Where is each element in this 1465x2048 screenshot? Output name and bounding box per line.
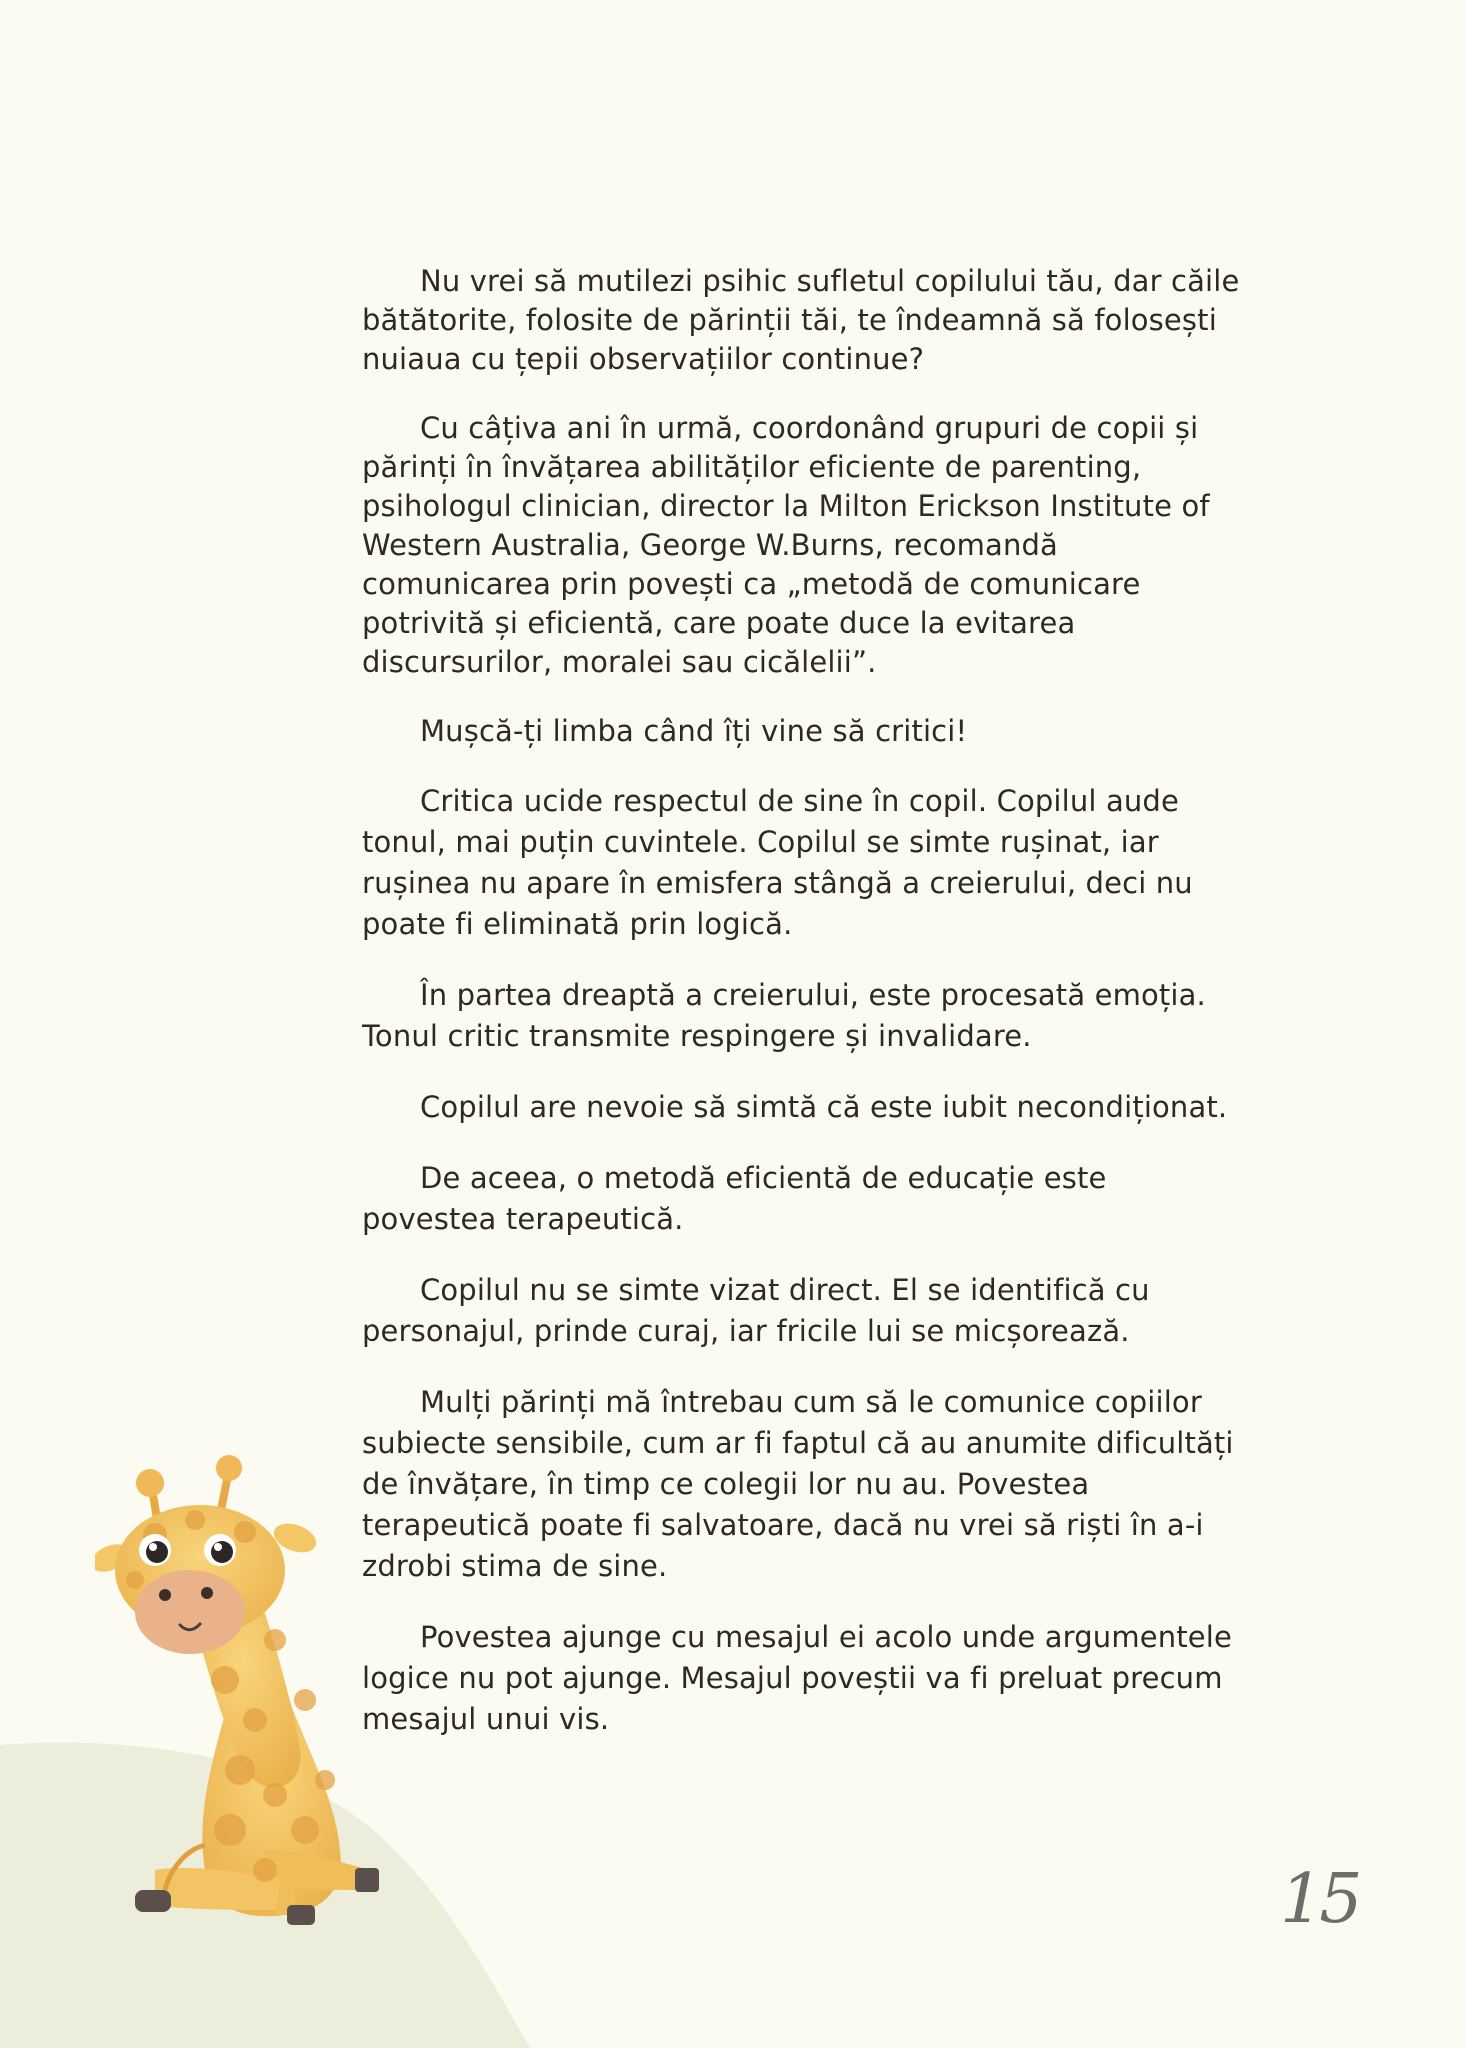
- paragraph-5: În partea dreaptă a creierului, este procesată emoția. Tonul critic transmite respingere și invalidare.: [362, 978, 1206, 1053]
- body-text: [362, 262, 1247, 1770]
- paragraph-9: Mulți părinți mă întrebau cum să le comunice copiilor subiecte sensibile, cum ar fi faptul că au anumite dificultăți de învățare, în timp ce colegii lor nu au. Povestea terapeutică poate fi salvatoare, dacă nu vrei să riști în a-i zdrobi stima de sine.: [362, 1385, 1234, 1583]
- paragraph-4: Critica ucide respectul de sine în copil. Copilul aude tonul, mai puțin cuvintele. Copilul se simte rușinat, iar rușinea nu apare în emisfera stângă a creierului, deci nu poate fi eliminată prin logică.: [362, 784, 1193, 941]
- paragraph-6: Copilul are nevoie să simtă că este iubit necondiționat.: [420, 1090, 1228, 1124]
- paragraph-3: Mușcă-ți limba când îți vine să critici!: [420, 714, 968, 748]
- paragraph-8: Copilul nu se simte vizat direct. El se identifică cu personajul, prinde curaj, iar fricile lui se micșorează.: [362, 1273, 1150, 1348]
- paragraph-10: Povestea ajunge cu mesajul ei acolo unde argumentele logice nu pot ajunge. Mesajul poveștii va fi preluat precum mesajul unui vis.: [362, 1620, 1232, 1736]
- page-number: 15: [1280, 1860, 1359, 1939]
- giraffe-illustration: [95, 1450, 385, 1940]
- paragraph-7: De aceea, o metodă eficientă de educație este povestea terapeutică.: [362, 1161, 1107, 1236]
- paragraph-2: Cu câțiva ani în urmă, coordonând grupuri de copii și părinți în învățarea abilităților eficiente de parenting, psihologul clinician, director la Milton Erickson Institute of Western Australia, George W.Burns, recomandă comunicarea prin povești ca „metodă de comunicare potrivită și eficientă, care poate duce la evitarea discursurilor, moralei sau cicălelii”.: [362, 411, 1210, 679]
- paragraph-1: Nu vrei să mutilezi psihic sufletul copilului tău, dar căile bătătorite, folosite de părinții tăi, te îndeamnă să folosești nuiaua cu țepii observațiilor continue?: [362, 264, 1240, 376]
